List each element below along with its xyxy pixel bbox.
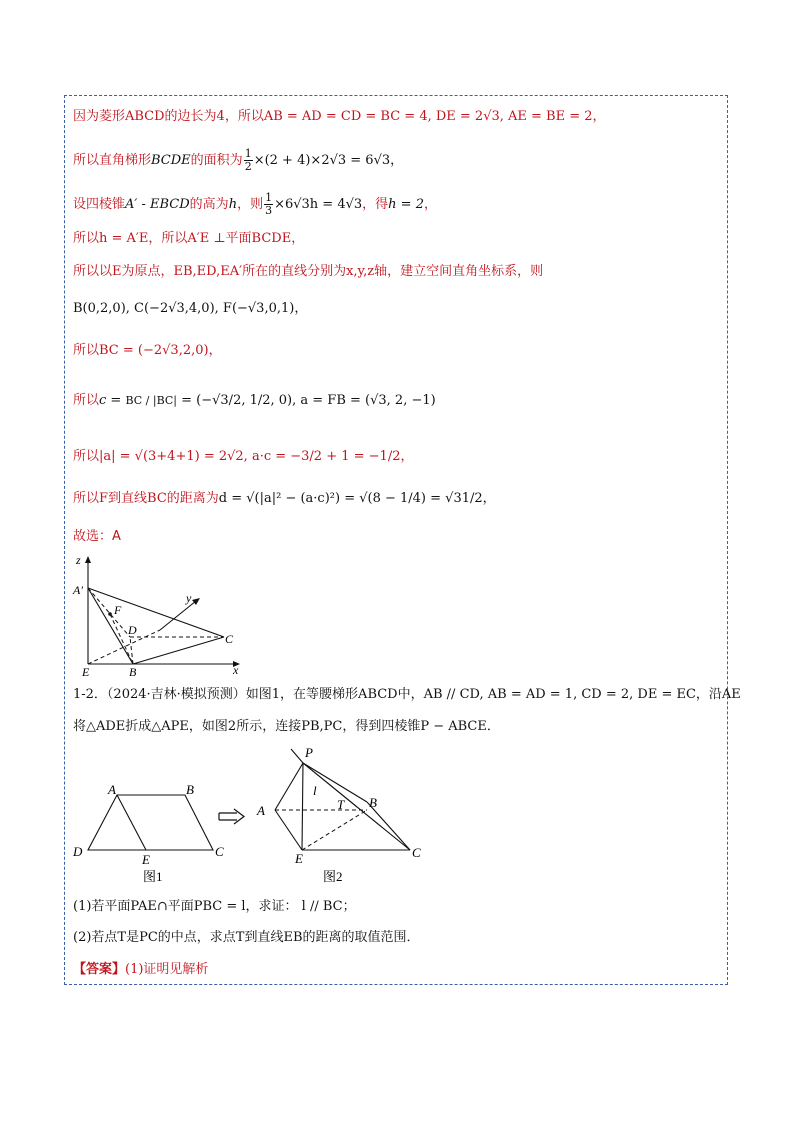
label-y: y	[186, 591, 192, 605]
solution-line-6: B(0,2,0), C(−2√3,4,0), F(−√3,0,1)，	[73, 301, 308, 316]
text-segment: 的面积为	[190, 153, 243, 168]
solution-line-1: 因为菱形ABCD的边长为4，所以AB = AD = CD = BC = 4, DE = 2√3, AE = BE = 2，	[73, 109, 606, 124]
answer-text: (1)证明见解析	[125, 962, 209, 977]
edge-AB	[88, 588, 133, 664]
fraction-numerator: 1	[244, 147, 252, 160]
edge-BC	[133, 637, 224, 664]
label-D: D	[73, 844, 83, 859]
label-E: E	[295, 851, 303, 866]
fraction-numerator: 1	[265, 191, 273, 204]
fraction-denominator: 3	[265, 204, 273, 217]
segment-FB	[110, 614, 133, 664]
label-E: E	[82, 665, 90, 677]
solution-line-8	[73, 392, 436, 410]
label-B: B	[369, 795, 377, 810]
text-segment: ，得	[362, 197, 389, 212]
label-A-prime: A′	[73, 583, 83, 597]
question-1: (1)若平面PAE∩平面PBC = l，求证： l // BC；	[73, 899, 356, 914]
label-T: T	[337, 797, 345, 812]
edge-AE	[275, 810, 302, 850]
math-segment: c =	[99, 393, 122, 408]
answer-choice: A	[112, 529, 121, 544]
line-l	[291, 749, 303, 763]
text-segment: ，则	[237, 197, 264, 212]
figure-2-caption: 图2	[323, 869, 343, 884]
text-segment: 的高为	[189, 197, 229, 212]
coordinate-figure	[70, 552, 250, 677]
label-D: D	[128, 623, 137, 637]
label-B: B	[186, 782, 194, 797]
figure-1-trapezoid	[70, 780, 235, 885]
problem-line-1: 1-2．（2024·吉林·模拟预测）如图1，在等腰梯形ABCD中，AB // CD, AB = AD = 1, CD = 2, DE = EC，沿AE	[73, 687, 741, 702]
label-C: C	[225, 632, 234, 646]
edge-PE	[302, 763, 303, 850]
math-segment: BCDE	[151, 153, 191, 168]
label-E: E	[142, 852, 150, 867]
label-A: A	[257, 803, 265, 818]
text-segment: 设四棱锥	[73, 197, 126, 212]
text-segment: 所以F到直线BC的距离为	[73, 491, 219, 506]
text-segment: 所以	[73, 393, 100, 408]
fraction-third	[264, 192, 273, 217]
figure-2-pyramid	[255, 745, 435, 890]
edge-EB-hidden	[302, 810, 367, 850]
text-segment: 所以直角梯形	[73, 153, 152, 168]
double-arrow-icon	[217, 808, 247, 826]
math-segment: = (−√3/2, 1/2, 0), a = FB = (√3, 2, −1)	[181, 393, 436, 408]
fraction-half	[244, 148, 253, 173]
fraction-denominator: 2	[244, 160, 252, 173]
math-segment: ×(2 + 4)×2√3 = 6√3，	[253, 153, 404, 168]
label-l: l	[313, 783, 317, 798]
label-A: A	[108, 782, 116, 797]
math-segment: h	[228, 197, 238, 212]
text-segment: 故选：	[73, 529, 113, 544]
label-P: P	[305, 745, 313, 760]
label-C: C	[412, 845, 421, 860]
label-C: C	[215, 844, 224, 859]
solution-line-10	[73, 490, 496, 508]
solution-line-4: 所以h = A′E，所以A′E ⊥平面BCDE，	[73, 231, 305, 246]
question-2: (2)若点T是PC的中点，求点T到直线EB的距离的取值范围．	[73, 930, 420, 945]
segment-AE	[117, 795, 146, 850]
label-z: z	[76, 553, 81, 567]
unit-vector-fraction: BC / |BC|	[125, 394, 177, 407]
point-F	[108, 612, 112, 616]
figure-1-caption: 图1	[143, 869, 163, 884]
segment-PT	[303, 763, 357, 807]
edge-PA	[275, 763, 303, 810]
z-arrow	[85, 556, 91, 563]
answer-tag: 【答案】	[73, 962, 126, 977]
label-F: F	[114, 603, 122, 617]
solution-line-5: 所以以E为原点，EB,ED,EA′所在的直线分别为x,y,z轴，建立空间直角坐标系，则	[73, 264, 544, 279]
solution-line-7: 所以BC = (−2√3,2,0)，	[73, 343, 222, 358]
solution-line-11	[73, 528, 121, 546]
math-segment: A′ - EBCD	[125, 197, 190, 212]
math-segment: d = √(|a|² − (a·c)²) = √(8 − 1/4) = √31/2，	[218, 491, 496, 506]
solution-line-3	[73, 192, 437, 217]
trapezoid-ABCD	[88, 795, 213, 850]
math-segment: h = 2	[388, 197, 424, 212]
text-segment: ，	[423, 197, 437, 212]
problem-line-2: 将△ADE折成△APE，如图2所示，连接PB,PC，得到四棱锥P − ABCE．	[73, 719, 500, 734]
label-x: x	[233, 663, 239, 677]
label-B: B	[129, 665, 137, 677]
answer-line	[73, 961, 208, 979]
solution-line-9: 所以|a| = √(3+4+1) = 2√2, a·c = −3/2 + 1 = −1/2，	[73, 449, 414, 464]
solution-line-2	[73, 148, 403, 173]
math-segment: ×6√3h = 4√3	[274, 197, 363, 212]
